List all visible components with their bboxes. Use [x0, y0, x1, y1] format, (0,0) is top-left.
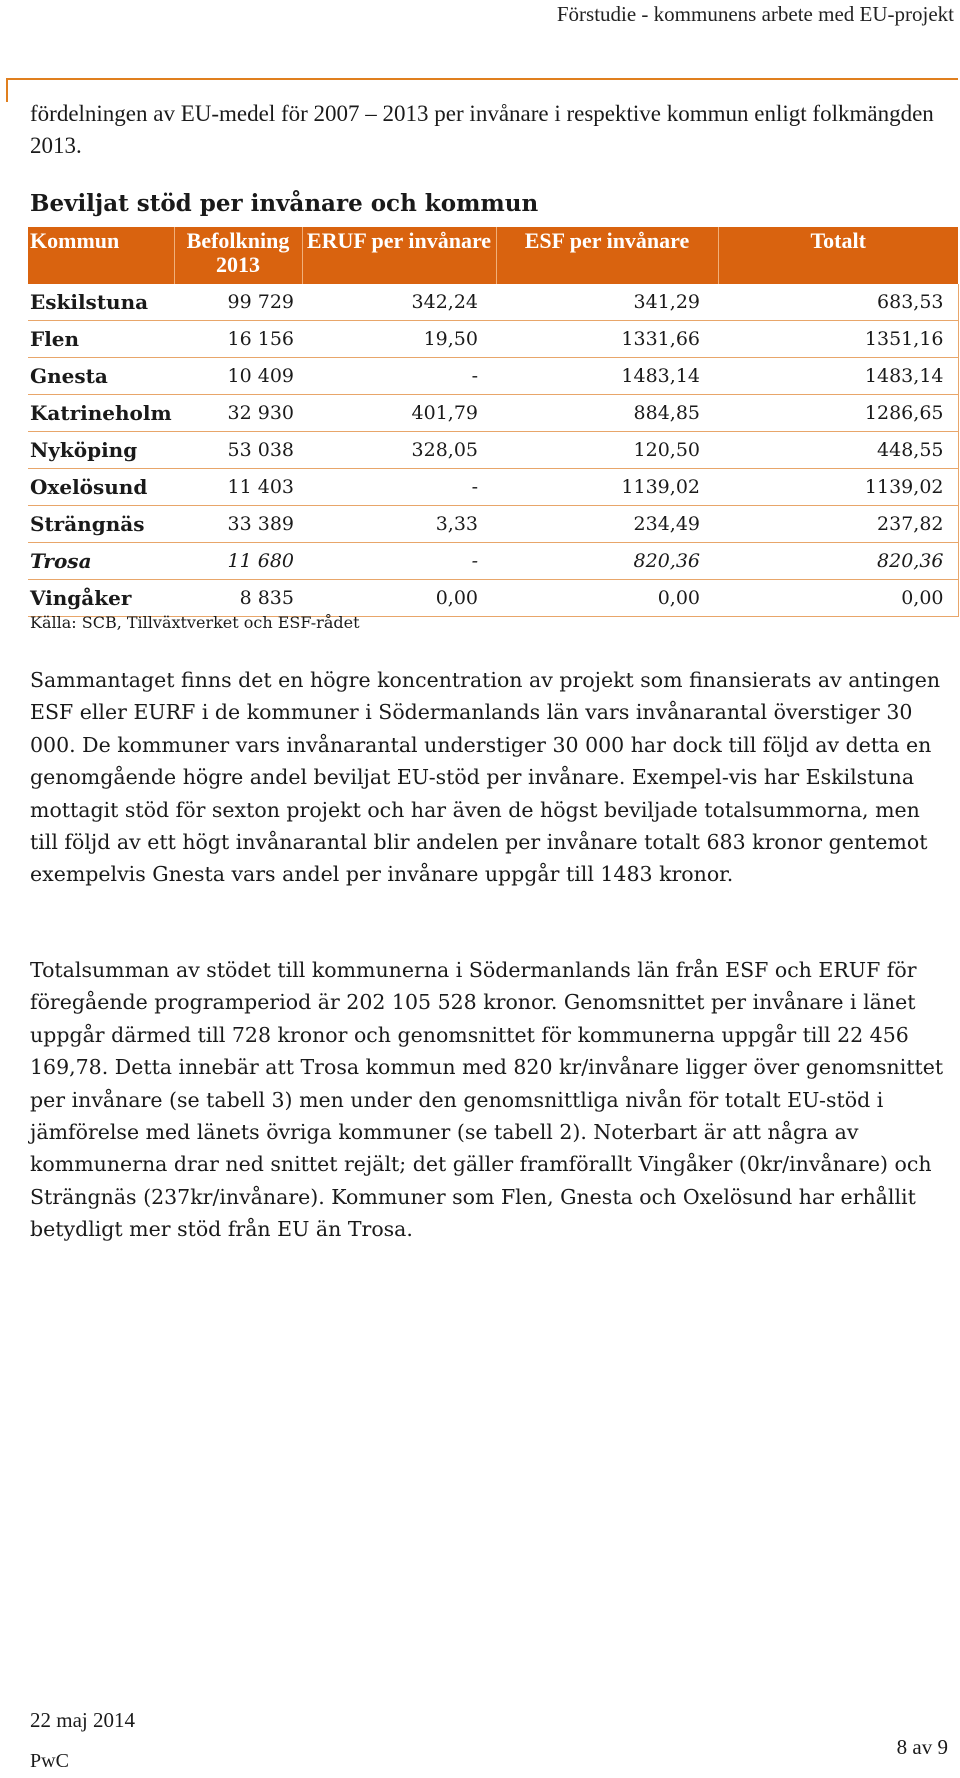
cell-totalt: 683,53: [718, 284, 958, 321]
table-source: Källa: SCB, Tillväxtverket och ESF-rådet: [30, 613, 360, 632]
column-header-totalt: Totalt: [718, 227, 958, 284]
cell-eruf: 0,00: [302, 580, 496, 617]
cell-kommun: Katrineholm: [28, 395, 174, 432]
cell-befolkning: 8 835: [174, 580, 302, 617]
cell-kommun: Strängnäs: [28, 506, 174, 543]
intro-paragraph: fördelningen av EU-medel för 2007 – 2013 per invånare i respektive kommun enligt folkmängden 2013.: [30, 101, 934, 158]
cell-befolkning: 10 409: [174, 358, 302, 395]
cell-eruf: -: [302, 469, 496, 506]
body-paragraph-2: Totalsumman av stödet till kommunerna i Södermanlands län från ESF och ERUF för föregående programperiod är 202 105 528 kronor. Genomsnittet per invånare i länet uppgår därmed till 728 kronor och genomsnittet för kommunerna uppgår till 22 456 169,78. Detta innebär att Trosa kommun med 820 kr/invånare ligger över genomsnittet per invånare (se tabell 3) men under den genomsnittliga nivån för totalt EU-stöd i jämförelse med länets övriga kommuner (se tabell 2). Noterbart är att några av kommunerna drar ned snittet rejält; det gäller framförallt Vingåker (0kr/invånare) och Strängnäs (237kr/invånare). Kommuner som Flen, Gnesta och Oxelösund har erhållit betydligt mer stöd från EU än Trosa.: [30, 958, 944, 1242]
cell-kommun: Trosa: [28, 543, 174, 580]
cell-kommun: Eskilstuna: [28, 284, 174, 321]
table-row: [28, 469, 958, 506]
table-header-row: [28, 227, 958, 284]
cell-kommun: Nyköping: [28, 432, 174, 469]
table-row: [28, 358, 958, 395]
cell-eruf: 19,50: [302, 321, 496, 358]
cell-befolkning: 33 389: [174, 506, 302, 543]
table-row: [28, 432, 958, 469]
column-header-eruf: ERUF per invånare: [302, 227, 496, 284]
cell-eruf: 328,05: [302, 432, 496, 469]
cell-esf: 120,50: [496, 432, 718, 469]
table-row: [28, 284, 958, 321]
cell-totalt: 237,82: [718, 506, 958, 543]
cell-esf: 0,00: [496, 580, 718, 617]
cell-kommun: Flen: [28, 321, 174, 358]
body-paragraph-1: Sammantaget finns det en högre koncentration av projekt som finansierats av antingen ESF eller EURF i de kommuner i Södermanlands län vars invånarantal överstiger 30 000. De kommuner vars invånarantal understiger 30 000 har dock till följd av detta en genomgående högre andel beviljat EU-stöd per invånare. Exempel-vis har Eskilstuna mottagit stöd för sexton projekt och har även de högst beviljade totalsummorna, men till följd av ett högt invånarantal blir andelen per invånare totalt 683 kronor gentemot exempelvis Gnesta vars andel per invånare uppgår till 1483 kronor.: [30, 668, 941, 887]
cell-totalt: 1286,65: [718, 395, 958, 432]
cell-eruf: -: [302, 543, 496, 580]
cell-befolkning: 53 038: [174, 432, 302, 469]
table-row: [28, 543, 958, 580]
table-row: [28, 580, 958, 617]
table-row: [28, 506, 958, 543]
cell-totalt: 820,36: [718, 543, 958, 580]
column-header-esf: ESF per invånare: [496, 227, 718, 284]
cell-totalt: 1139,02: [718, 469, 958, 506]
table-row: [28, 321, 958, 358]
cell-eruf: 342,24: [302, 284, 496, 321]
running-header: Förstudie - kommunens arbete med EU-projekt: [556, 2, 954, 26]
support-per-capita-table: [28, 227, 959, 617]
cell-eruf: 401,79: [302, 395, 496, 432]
cell-esf: 884,85: [496, 395, 718, 432]
footer-brand: PwC: [30, 1750, 69, 1772]
cell-befolkning: 16 156: [174, 321, 302, 358]
table-row: [28, 395, 958, 432]
cell-esf: 234,49: [496, 506, 718, 543]
cell-kommun: Vingåker: [28, 580, 174, 617]
cell-kommun: Gnesta: [28, 358, 174, 395]
cell-totalt: 0,00: [718, 580, 958, 617]
cell-totalt: 1351,16: [718, 321, 958, 358]
column-header-kommun: Kommun: [28, 227, 174, 284]
cell-esf: 1483,14: [496, 358, 718, 395]
cell-eruf: 3,33: [302, 506, 496, 543]
cell-befolkning: 99 729: [174, 284, 302, 321]
column-header-befolkning: Befolkning 2013: [174, 227, 302, 284]
cell-totalt: 1483,14: [718, 358, 958, 395]
footer-page-number: 8 av 9: [896, 1735, 948, 1759]
cell-esf: 1331,66: [496, 321, 718, 358]
cell-totalt: 448,55: [718, 432, 958, 469]
footer-date: 22 maj 2014: [30, 1708, 135, 1732]
cell-eruf: -: [302, 358, 496, 395]
cell-esf: 341,29: [496, 284, 718, 321]
cell-befolkning: 11 680: [174, 543, 302, 580]
cell-befolkning: 32 930: [174, 395, 302, 432]
cell-kommun: Oxelösund: [28, 469, 174, 506]
cell-befolkning: 11 403: [174, 469, 302, 506]
cell-esf: 1139,02: [496, 469, 718, 506]
cell-esf: 820,36: [496, 543, 718, 580]
table-title: Beviljat stöd per invånare och kommun: [30, 190, 539, 217]
